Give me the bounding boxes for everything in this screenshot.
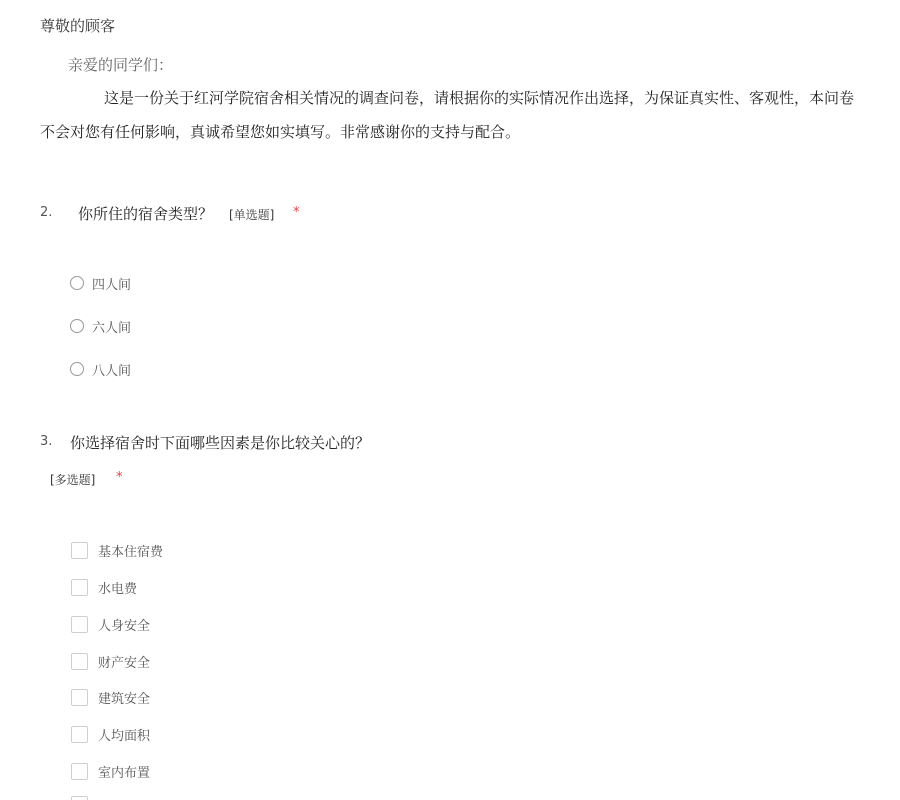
radio-button[interactable]	[70, 276, 84, 290]
question-number: 3.	[40, 434, 53, 449]
option-eight-person-room[interactable]	[70, 359, 131, 379]
checkbox[interactable]	[71, 796, 88, 800]
greeting-title: 尊敬的顾客	[40, 17, 116, 35]
option-utilities-fee[interactable]	[71, 577, 137, 597]
question-type-badge: [单选题]	[229, 208, 275, 222]
option-interior-layout[interactable]	[71, 761, 150, 781]
radio-button[interactable]	[70, 362, 84, 376]
required-asterisk: *	[116, 470, 123, 485]
checkbox[interactable]	[71, 616, 88, 633]
question-title: 你选择宿舍时下面哪些因素是你比较关心的？	[70, 434, 371, 452]
option-six-person-room[interactable]	[70, 316, 131, 336]
option-label: 人均面积	[98, 728, 151, 744]
question-type-badge: [多选题]	[50, 473, 96, 487]
checkbox[interactable]	[71, 763, 88, 780]
option-partially-visible[interactable]	[71, 796, 88, 800]
option-personal-safety[interactable]	[71, 614, 150, 634]
checkbox[interactable]	[71, 689, 88, 706]
option-label: 八人间	[92, 363, 132, 379]
option-label: 财产安全	[98, 655, 151, 671]
option-label: 六人间	[92, 320, 132, 336]
option-label: 人身安全	[98, 618, 151, 634]
required-asterisk: *	[293, 205, 300, 220]
intro-paragraph-line1: 这是一份关于红河学院宿舍相关情况的调查问卷，请根据你的实际情况作出选择，为保证真实性、客观性，本问卷	[104, 89, 855, 107]
option-basic-accommodation-fee[interactable]	[71, 540, 163, 560]
salutation: 亲爱的同学们：	[68, 56, 174, 74]
option-property-safety[interactable]	[71, 651, 150, 671]
option-label: 水电费	[98, 581, 138, 597]
checkbox[interactable]	[71, 542, 88, 559]
question-title: 你所住的宿舍类型？	[78, 205, 214, 223]
option-area-per-person[interactable]	[71, 724, 150, 744]
checkbox[interactable]	[71, 726, 88, 743]
intro-paragraph-line2: 不会对您有任何影响，真诚希望您如实填写。非常感谢你的支持与配合。	[40, 123, 521, 141]
radio-button[interactable]	[70, 319, 84, 333]
option-label: 建筑安全	[98, 691, 151, 707]
option-building-safety[interactable]	[71, 687, 150, 707]
checkbox[interactable]	[71, 653, 88, 670]
option-label: 室内布置	[98, 765, 151, 781]
option-four-person-room[interactable]	[70, 273, 131, 293]
option-label: 四人间	[92, 277, 132, 293]
checkbox[interactable]	[71, 579, 88, 596]
question-number: 2.	[40, 205, 53, 220]
option-label: 基本住宿费	[98, 544, 164, 560]
